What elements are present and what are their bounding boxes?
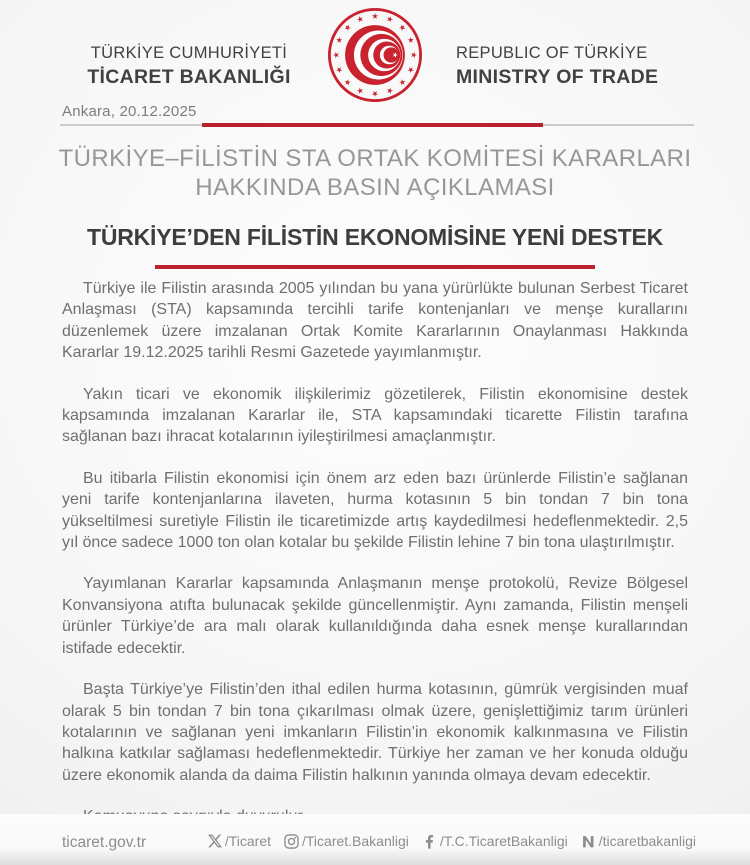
press-release-subtitle bbox=[0, 144, 750, 202]
ministry-name-tr-line2: TİCARET BAKANLIĞI bbox=[87, 66, 291, 88]
body-paragraph: Bu itibarla Filistin ekonomisi için önem arz eden bazı ürünlerde Filistin’e sağlanan yeni tarife kontenjanlarına ilaveten, hurma kotasının 5 bin tondan 7 bin tona yükseltilmesi suretiyle Filistin ile ticaretimizde artış kaydedilmesi hedeflenmektedir. 2,5 yıl önce sadece 1000 ton olan kotalar bu şekilde Filistin lehine 7 bin tona ulaştırılmıştır. bbox=[62, 469, 688, 552]
header-divider-red-segment bbox=[202, 123, 543, 127]
ministry-name-tr bbox=[58, 44, 320, 89]
social-link-instagram[interactable] bbox=[284, 833, 409, 849]
ministry-name-tr-line1: TÜRKİYE CUMHURİYETİ bbox=[90, 44, 288, 62]
body-paragraph: Yayımlanan Kararlar kapsamında Anlaşmanın menşe protokolü, Revize Bölgesel Konvansiyona atıfta bulunacak şekilde güncellenmiştir. Aynı zamanda, Filistin menşeli ürünler Türkiye’de ara malı olarak kullanıldığında daha esnek menşe kurallarından istifade edecektir. bbox=[62, 575, 688, 657]
body-paragraph: Yakın ticari ve ekonomik ilişkilerimiz gözetilerek, Filistin ekonomisine destek kapsamında imzalanan Kararlar ile, STA kapsamındaki ticarette Filistin tarafına sağlanan bazı ihracat kotalarının iyileştirilmesi amaçlanmıştır. bbox=[62, 385, 688, 446]
social-link-x[interactable] bbox=[208, 833, 271, 849]
press-release-headline: TÜRKİYE’DEN FİLİSTİN EKONOMİSİNE YENİ DESTEK bbox=[86, 224, 664, 250]
ministry-name-en-line2: MINISTRY OF TRADE bbox=[456, 66, 659, 88]
headline-underline bbox=[155, 265, 595, 269]
subtitle-line1: TÜRKİYE–FİLİSTİN STA ORTAK KOMİTESİ KARARLARI bbox=[58, 145, 692, 172]
dateline: Ankara, 20.12.2025 bbox=[62, 103, 197, 120]
ministry-name-en-line1: REPUBLIC OF TÜRKİYE bbox=[456, 44, 648, 62]
social-handle: /Ticaret.Bakanligi bbox=[302, 833, 409, 849]
subtitle-line2: HAKKINDA BASIN AÇIKLAMASI bbox=[195, 174, 555, 201]
social-handle: /ticaretbakanligi bbox=[598, 833, 696, 849]
social-handle: /Ticaret bbox=[224, 833, 271, 849]
header-divider bbox=[60, 124, 694, 126]
social-link-facebook[interactable] bbox=[422, 833, 568, 849]
social-link-nsosyal[interactable] bbox=[581, 833, 696, 849]
facebook-icon bbox=[422, 834, 437, 849]
ministry-of-trade-logo-icon bbox=[326, 6, 424, 104]
footer-bar bbox=[0, 814, 750, 865]
social-handle: /T.C.TicaretBakanligi bbox=[439, 833, 568, 849]
instagram-icon bbox=[284, 834, 299, 849]
press-release-body bbox=[62, 278, 688, 848]
body-paragraph: Türkiye ile Filistin arasında 2005 yılından bu yana yürürlükte bulunan Serbest Ticaret Anlaşması (STA) kapsamında tercihli tarife kontenjanları ve menşe kurallarını düzenlemek üzere imzalanan Ortak Komite Kararlarının Onaylanması Hakkında Kararlar 19.12.2025 tarihli Resmi Gazetede yayımlanmıştır. bbox=[62, 280, 688, 362]
body-paragraph: Başta Türkiye’ye Filistin’den ithal edilen hurma kotasının, gümrük vergisinden muaf olarak 5 bin tondan 7 bin tona çıkarılması olmak üzere, genişlettiğimiz tarım ürünleri kotalarının ve sağlanan yeni imkanların Filistin’in ekonomik kalkınmasına ve Filistin halkına katkılar sağlaması hedeflenmektedir. Türkiye her zaman ve her konuda olduğu üzere ekonomik alanda da daima Filistin halkının yanında olmaya devam edecektir. bbox=[62, 681, 688, 784]
nsosyal-icon bbox=[581, 834, 596, 849]
x-icon bbox=[208, 834, 222, 848]
social-links bbox=[208, 833, 696, 849]
website-link[interactable]: ticaret.gov.tr bbox=[62, 834, 147, 851]
ministry-name-en bbox=[456, 44, 706, 89]
